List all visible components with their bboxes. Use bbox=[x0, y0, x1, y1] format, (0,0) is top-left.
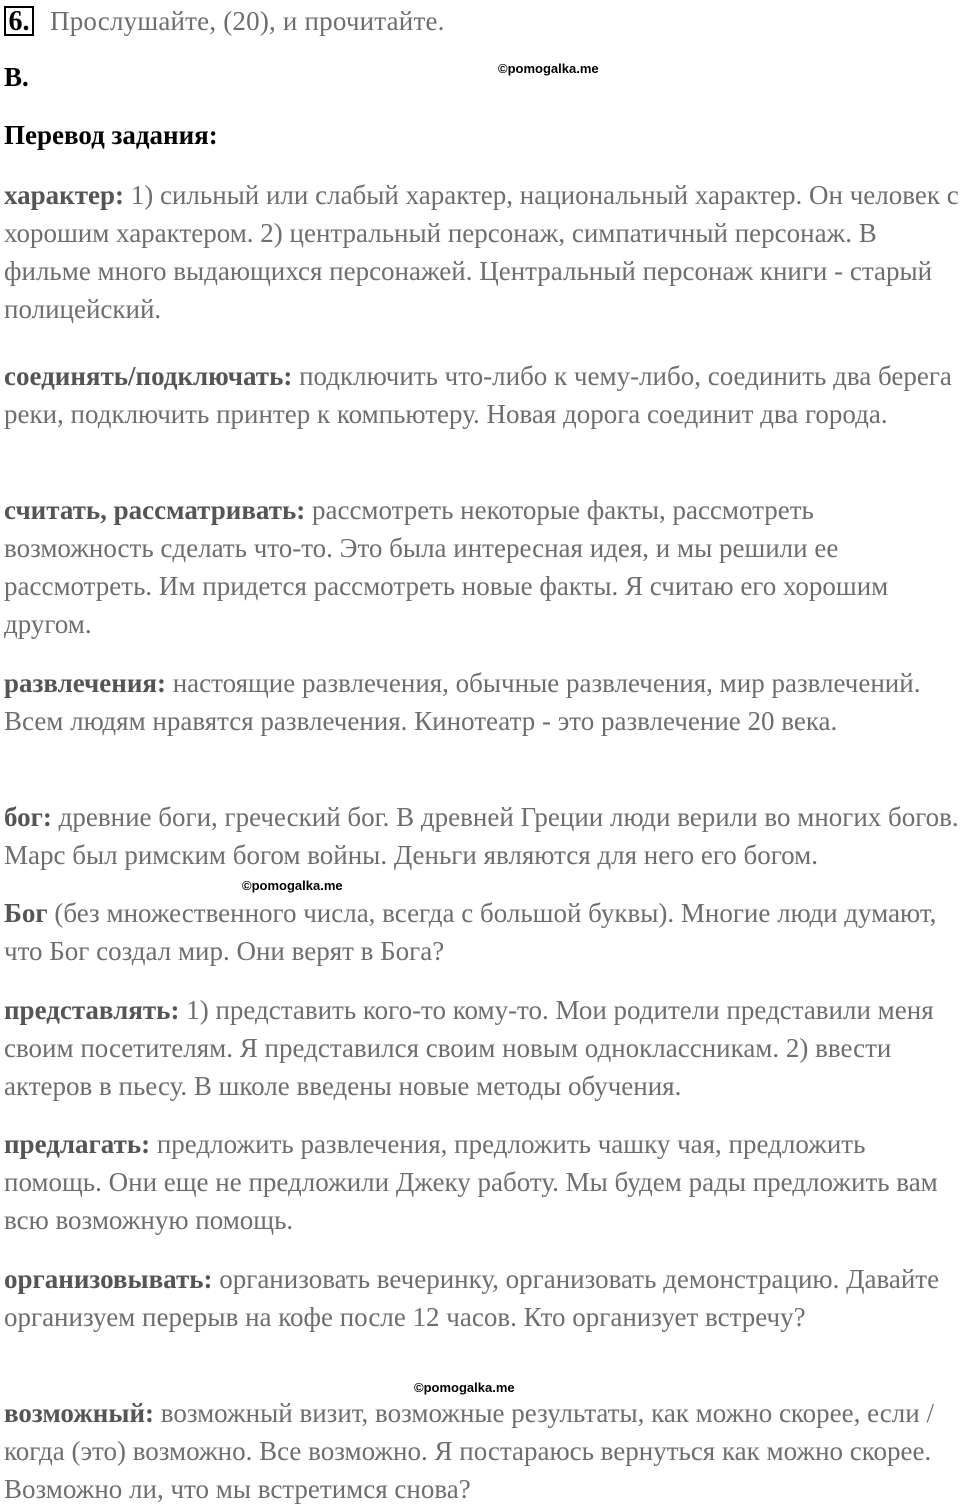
entry-introduce bbox=[4, 991, 960, 1105]
entry-entertainment bbox=[4, 664, 960, 740]
entry-possible bbox=[4, 1394, 960, 1508]
entry-text: настоящие развлечения, обычные развлечения, мир развлечений. Всем людям нравятся развлечения. Кинотеатр - это развлечение 20 века. bbox=[4, 668, 921, 736]
entry-text: организовать вечеринку, организовать демонстрацию. Давайте организуем перерыв на кофе после 12 часов. Кто организует встречу? bbox=[4, 1264, 940, 1332]
entry-term: возможный: bbox=[4, 1398, 154, 1428]
entry-text: (без множественного числа, всегда с большой буквы). Многие люди думают, что Бог создал мир. Они верят в Бога? bbox=[4, 898, 937, 966]
entry-term: соединять/подключать: bbox=[4, 361, 293, 391]
entry-organize bbox=[4, 1260, 960, 1336]
entry-text: возможный визит, возможные результаты, как можно скорее, если / когда (это) возможно. Все возможно. Я постараюсь вернуться как можно скорее. Возможно ли, что мы встретимся снова? bbox=[4, 1398, 934, 1504]
translation-heading: Перевод задания: bbox=[4, 120, 218, 150]
entry-text: рассмотреть некоторые факты, рассмотреть возможность сделать что-то. Это была интересная идея, и мы решили ее рассмотреть. Им придется рассмотреть новые факты. Я считаю его хорошим другом. bbox=[4, 495, 889, 639]
watermark-top: ©pomogalka.me bbox=[498, 61, 599, 76]
entry-term: считать, рассматривать: bbox=[4, 495, 306, 525]
entry-term: предлагать: bbox=[4, 1129, 151, 1159]
entry-text: древние боги, греческий бог. В древней Греции люди верили во многих богов. Марс был римским богом войны. Деньги являются для него его богом. bbox=[4, 802, 959, 870]
entry-term: Бог bbox=[4, 898, 48, 928]
entry-god-capital bbox=[4, 894, 960, 970]
entry-term: представлять: bbox=[4, 995, 180, 1025]
entry-character bbox=[4, 176, 960, 328]
entry-offer bbox=[4, 1125, 960, 1239]
task-header bbox=[4, 3, 445, 39]
entry-term: организовывать: bbox=[4, 1264, 213, 1294]
entry-text: 1) представить кого-то кому-то. Мои родители представили меня своим посетителям. Я представился своим новым одноклассникам. 2) ввести актеров в пьесу. В школе введены новые методы обучения. bbox=[4, 995, 934, 1101]
entry-text: подключить что-либо к чему-либо, соединить два берега реки, подключить принтер к компьютеру. Новая дорога соединит два города. bbox=[4, 361, 952, 429]
task-number-box: 6. bbox=[4, 6, 34, 36]
watermark-middle: ©pomogalka.me bbox=[242, 878, 343, 893]
entry-term: развлечения: bbox=[4, 668, 166, 698]
entry-text: предложить развлечения, предложить чашку чая, предложить помощь. Они еще не предложили Джеку работу. Мы будем рады предложить вам всю возможную помощь. bbox=[4, 1129, 938, 1235]
section-letter: B. bbox=[4, 62, 29, 92]
entry-text: 1) сильный или слабый характер, национальный характер. Он человек с хорошим характером. 2) центральный персонаж, симпатичный персонаж. В фильме много выдающихся персонажей. Центральный персонаж книги - старый полицейский. bbox=[4, 180, 959, 324]
entry-term: характер: bbox=[4, 180, 124, 210]
watermark-bottom: ©pomogalka.me bbox=[414, 1380, 515, 1395]
entry-connect bbox=[4, 357, 960, 433]
task-instruction: Прослушайте, (20), и прочитайте. bbox=[50, 5, 445, 36]
entry-term: бог: bbox=[4, 802, 52, 832]
entry-consider bbox=[4, 491, 960, 643]
entry-god bbox=[4, 798, 960, 874]
